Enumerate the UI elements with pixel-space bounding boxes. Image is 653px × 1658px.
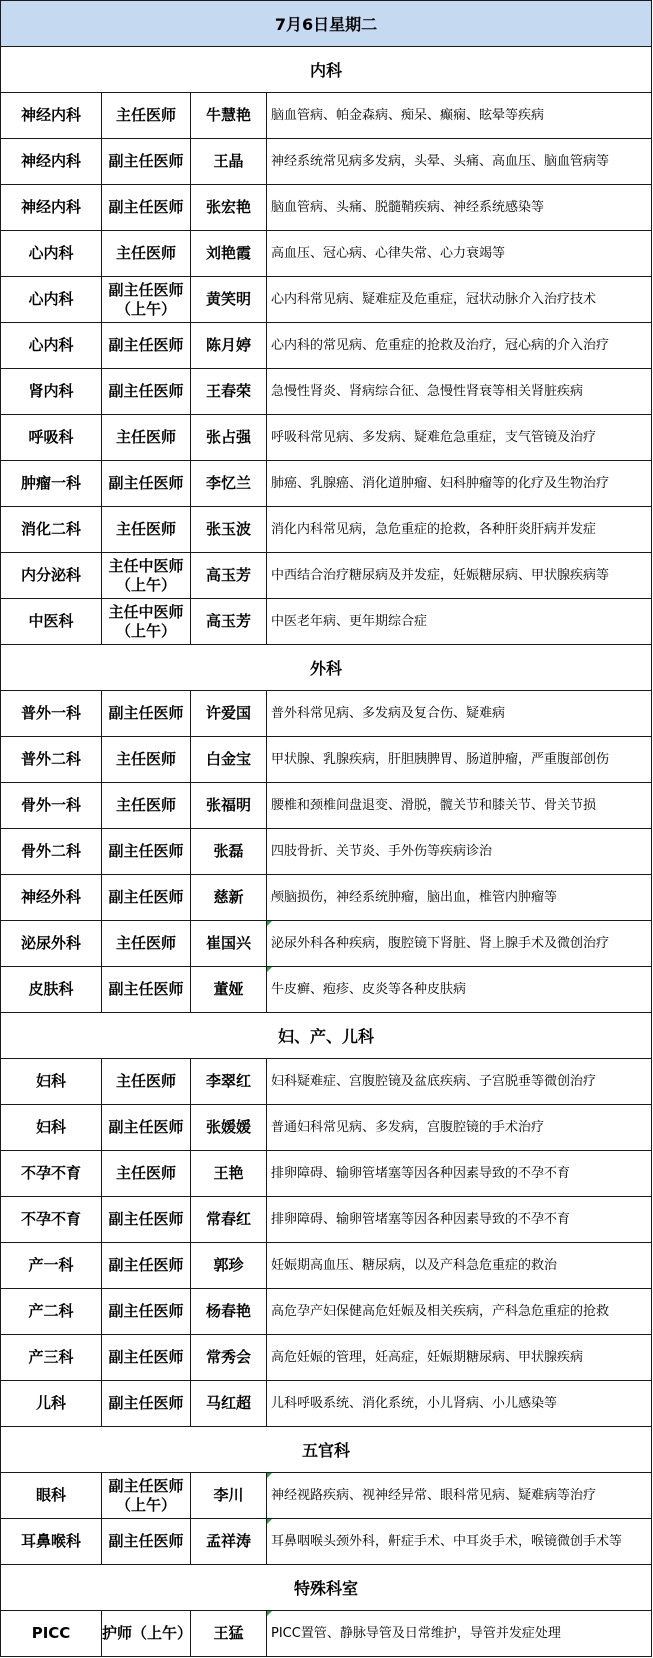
doctor-name-cell bbox=[191, 277, 267, 323]
table-row bbox=[1, 1243, 652, 1289]
doctor-title-cell bbox=[102, 461, 191, 507]
specialty-text: 心内科常见病、疑难症及危重症，冠状动脉介入治疗技术 bbox=[271, 291, 597, 307]
schedule-body bbox=[1, 1, 652, 1657]
doctor-name-text: 王晶 bbox=[213, 152, 244, 170]
doctor-title-cell bbox=[102, 829, 191, 875]
specialty-text: 普通妇科常见病、多发病，宫腹腔镜的手术治疗 bbox=[271, 1119, 545, 1135]
doctor-name-cell bbox=[191, 1151, 267, 1197]
specialty-text: 神经系统常见病多发病，头晕、头痛、高血压、脑血管病等 bbox=[271, 153, 610, 169]
specialty-text: 脑血管病、帕金森病、痴呆、癫痫、眩晕等疾病 bbox=[271, 107, 545, 123]
doctor-title-cell bbox=[102, 1519, 191, 1565]
specialty-text: 消化内科常见病，急危重症的抢救，各种肝炎肝病并发症 bbox=[271, 521, 597, 537]
department-text: 不孕不育 bbox=[20, 1210, 81, 1228]
specialty-cell bbox=[267, 1289, 652, 1335]
doctor-name-cell bbox=[191, 691, 267, 737]
specialty-text: 呼吸科常见病、多发病、疑难危急重症，支气管镜及治疗 bbox=[271, 429, 597, 445]
department-text: 内分泌科 bbox=[20, 566, 81, 584]
section-header-row bbox=[1, 1427, 652, 1473]
department-text: 肾内科 bbox=[28, 382, 74, 400]
doctor-title-cell bbox=[102, 1381, 191, 1427]
doctor-name-text: 张占强 bbox=[205, 428, 251, 446]
doctor-title-cell bbox=[102, 185, 191, 231]
department-cell bbox=[1, 921, 102, 967]
doctor-name-cell bbox=[191, 1519, 267, 1565]
doctor-title-cell bbox=[102, 231, 191, 277]
comment-marker-icon bbox=[267, 1473, 272, 1478]
specialty-text: 高危妊娠的管理，妊高症，妊娠期糖尿病、甲状腺疾病 bbox=[271, 1349, 584, 1365]
department-text: 产二科 bbox=[28, 1302, 74, 1320]
specialty-cell bbox=[267, 1151, 652, 1197]
department-text: 皮肤科 bbox=[28, 980, 74, 998]
table-row bbox=[1, 691, 652, 737]
specialty-text: 高血压、冠心病、心律失常、心力衰竭等 bbox=[271, 245, 506, 261]
doctor-title-cell bbox=[102, 415, 191, 461]
department-cell bbox=[1, 507, 102, 553]
doctor-title-cell bbox=[102, 1059, 191, 1105]
section-header-row bbox=[1, 47, 652, 93]
doctor-name-cell bbox=[191, 1473, 267, 1519]
doctor-title-cell bbox=[102, 1335, 191, 1381]
department-cell bbox=[1, 1243, 102, 1289]
doctor-name-text: 黄笑明 bbox=[205, 290, 251, 308]
specialty-text: 脑血管病、头痛、脱髓鞘疾病、神经系统感染等 bbox=[271, 199, 545, 215]
department-text: 产三科 bbox=[28, 1348, 74, 1366]
doctor-name-cell bbox=[191, 1289, 267, 1335]
department-cell bbox=[1, 185, 102, 231]
department-cell bbox=[1, 1611, 102, 1657]
doctor-name-text: 陈月婷 bbox=[205, 336, 251, 354]
specialty-cell bbox=[267, 829, 652, 875]
specialty-text: 四肢骨折、关节炎、手外伤等疾病诊治 bbox=[271, 843, 493, 859]
doctor-title-cell bbox=[102, 1151, 191, 1197]
table-row bbox=[1, 737, 652, 783]
doctor-name-text: 张媛媛 bbox=[205, 1118, 251, 1136]
table-row bbox=[1, 1197, 652, 1243]
doctor-title-cell bbox=[102, 507, 191, 553]
department-text: 心内科 bbox=[28, 244, 74, 262]
department-text: 神经外科 bbox=[20, 888, 81, 906]
department-cell bbox=[1, 369, 102, 415]
doctor-title-text: 副主任医师 bbox=[108, 198, 184, 216]
doctor-title-cell bbox=[102, 93, 191, 139]
doctor-name-cell bbox=[191, 921, 267, 967]
specialty-text: 急慢性肾炎、肾病综合征、急慢性肾衰等相关肾脏疾病 bbox=[271, 383, 584, 399]
specialty-text: 妇科疑难症、宫腹腔镜及盆底疾病、子宫脱垂等微创治疗 bbox=[271, 1073, 597, 1089]
table-row bbox=[1, 1289, 652, 1335]
doctor-title-cell bbox=[102, 783, 191, 829]
doctor-name-text: 张磊 bbox=[213, 842, 244, 860]
specialty-cell bbox=[267, 1243, 652, 1289]
specialty-text: 排卵障碍、输卵管堵塞等因各种因素导致的不孕不育 bbox=[271, 1165, 571, 1181]
comment-marker-icon bbox=[267, 967, 272, 972]
table-row bbox=[1, 461, 652, 507]
doctor-title-text: 主任医师 bbox=[115, 1072, 176, 1090]
doctor-name-text: 崔国兴 bbox=[205, 934, 251, 952]
specialty-cell bbox=[267, 1473, 652, 1519]
department-text: 神经内科 bbox=[20, 152, 81, 170]
doctor-title-cell bbox=[102, 139, 191, 185]
doctor-name-cell bbox=[191, 369, 267, 415]
doctor-title-text: 主任医师 bbox=[115, 520, 176, 538]
doctor-title-text: 副主任医师 bbox=[108, 980, 184, 998]
department-cell bbox=[1, 829, 102, 875]
specialty-text: 腰椎和颈椎间盘退变、滑脱，髋关节和膝关节、骨关节损 bbox=[271, 797, 597, 813]
doctor-title-text: 副主任医师 bbox=[108, 1210, 184, 1228]
department-text: 普外一科 bbox=[20, 704, 81, 722]
doctor-name-cell bbox=[191, 1105, 267, 1151]
specialty-cell bbox=[267, 1381, 652, 1427]
doctor-title-cell bbox=[102, 921, 191, 967]
specialty-cell bbox=[267, 737, 652, 783]
comment-marker-icon bbox=[267, 921, 272, 926]
doctor-title-text: 副主任医师（上午） bbox=[108, 1476, 184, 1514]
department-cell bbox=[1, 875, 102, 921]
department-cell bbox=[1, 1473, 102, 1519]
doctor-name-text: 刘艳霞 bbox=[205, 244, 251, 262]
doctor-name-text: 慈新 bbox=[213, 888, 244, 906]
table-row bbox=[1, 1151, 652, 1197]
department-text: 骨外一科 bbox=[20, 796, 81, 814]
table-row bbox=[1, 185, 652, 231]
specialty-cell bbox=[267, 875, 652, 921]
specialty-cell bbox=[267, 1611, 652, 1657]
doctor-title-text: 副主任医师 bbox=[108, 1302, 184, 1320]
specialty-cell bbox=[267, 967, 652, 1013]
doctor-title-text: 主任医师 bbox=[115, 106, 176, 124]
doctor-title-text: 副主任医师 bbox=[108, 1394, 184, 1412]
doctor-title-text: 副主任医师 bbox=[108, 1256, 184, 1274]
department-text: 神经内科 bbox=[20, 106, 81, 124]
specialty-text: 颅脑损伤，神经系统肿瘤，脑出血，椎管内肿瘤等 bbox=[271, 889, 558, 905]
section-title: 妇、产、儿科 bbox=[1, 1013, 652, 1059]
specialty-text: 神经视路疾病、视神经异常、眼科常见病、疑难病等治疗 bbox=[271, 1487, 597, 1503]
page-title: 7月6日星期二 bbox=[1, 1, 652, 47]
specialty-text: 高危孕产妇保健高危妊娠及相关疾病，产科急危重症的抢救 bbox=[271, 1303, 610, 1319]
department-cell bbox=[1, 93, 102, 139]
specialty-cell bbox=[267, 1519, 652, 1565]
comment-marker-icon bbox=[267, 1611, 272, 1616]
table-row bbox=[1, 1335, 652, 1381]
department-cell bbox=[1, 231, 102, 277]
doctor-name-cell bbox=[191, 1197, 267, 1243]
doctor-name-text: 张玉波 bbox=[205, 520, 251, 538]
doctor-title-cell bbox=[102, 737, 191, 783]
doctor-name-cell bbox=[191, 139, 267, 185]
specialty-text: 甲状腺、乳腺疾病，肝胆胰脾胃、肠道肿瘤，严重腹部创伤 bbox=[271, 751, 610, 767]
department-cell bbox=[1, 1335, 102, 1381]
section-title: 外科 bbox=[1, 645, 652, 691]
department-text: PICC bbox=[31, 1624, 71, 1642]
doctor-name-cell bbox=[191, 1243, 267, 1289]
department-text: 心内科 bbox=[28, 290, 74, 308]
department-text: 耳鼻喉科 bbox=[20, 1532, 81, 1550]
department-cell bbox=[1, 1059, 102, 1105]
doctor-name-cell bbox=[191, 1059, 267, 1105]
table-row bbox=[1, 277, 652, 323]
comment-marker-icon bbox=[267, 1519, 272, 1524]
doctor-title-cell bbox=[102, 553, 191, 599]
table-row bbox=[1, 921, 652, 967]
department-text: 呼吸科 bbox=[28, 428, 74, 446]
specialty-cell bbox=[267, 599, 652, 645]
doctor-name-text: 李川 bbox=[213, 1486, 244, 1504]
table-row bbox=[1, 139, 652, 185]
doctor-name-cell bbox=[191, 185, 267, 231]
specialty-cell bbox=[267, 93, 652, 139]
department-text: 眼科 bbox=[35, 1486, 66, 1504]
specialty-text: 耳鼻咽喉头颈外科，鼾症手术、中耳炎手术，喉镜微创手术等 bbox=[271, 1533, 623, 1549]
doctor-title-text: 主任医师 bbox=[115, 244, 176, 262]
doctor-name-cell bbox=[191, 1335, 267, 1381]
doctor-name-text: 李翠红 bbox=[205, 1072, 251, 1090]
doctor-name-cell bbox=[191, 1381, 267, 1427]
doctor-name-cell bbox=[191, 599, 267, 645]
specialty-cell bbox=[267, 507, 652, 553]
specialty-text: 排卵障碍、输卵管堵塞等因各种因素导致的不孕不育 bbox=[271, 1211, 571, 1227]
section-title: 五官科 bbox=[1, 1427, 652, 1473]
department-cell bbox=[1, 1381, 102, 1427]
doctor-name-cell bbox=[191, 461, 267, 507]
doctor-name-text: 王艳 bbox=[213, 1164, 244, 1182]
table-row bbox=[1, 967, 652, 1013]
department-cell bbox=[1, 1105, 102, 1151]
department-text: 不孕不育 bbox=[20, 1164, 81, 1182]
doctor-title-cell bbox=[102, 1473, 191, 1519]
table-row bbox=[1, 553, 652, 599]
doctor-name-cell bbox=[191, 231, 267, 277]
doctor-title-cell bbox=[102, 691, 191, 737]
specialty-cell bbox=[267, 415, 652, 461]
doctor-name-cell bbox=[191, 507, 267, 553]
specialty-text: 普外科常见病、多发病及复合伤、疑难病 bbox=[271, 705, 506, 721]
doctor-title-cell bbox=[102, 1611, 191, 1657]
department-text: 肿瘤一科 bbox=[20, 474, 81, 492]
department-text: 产一科 bbox=[28, 1256, 74, 1274]
doctor-title-cell bbox=[102, 277, 191, 323]
section-header-row bbox=[1, 1013, 652, 1059]
section-title: 特殊科室 bbox=[1, 1565, 652, 1611]
table-row bbox=[1, 1059, 652, 1105]
department-text: 普外二科 bbox=[20, 750, 81, 768]
specialty-cell bbox=[267, 323, 652, 369]
doctor-title-text: 副主任医师（上午） bbox=[108, 280, 184, 318]
doctor-name-text: 李忆兰 bbox=[205, 474, 251, 492]
specialty-cell bbox=[267, 553, 652, 599]
doctor-name-text: 常秀会 bbox=[205, 1348, 251, 1366]
doctor-title-text: 副主任医师 bbox=[108, 842, 184, 860]
doctor-title-cell bbox=[102, 1289, 191, 1335]
department-text: 儿科 bbox=[35, 1394, 66, 1412]
specialty-cell bbox=[267, 139, 652, 185]
doctor-name-text: 牛慧艳 bbox=[205, 106, 251, 124]
specialty-text: 心内科的常见病、危重症的抢救及治疗，冠心病的介入治疗 bbox=[271, 337, 610, 353]
department-cell bbox=[1, 415, 102, 461]
department-cell bbox=[1, 599, 102, 645]
specialty-cell bbox=[267, 691, 652, 737]
doctor-title-cell bbox=[102, 967, 191, 1013]
doctor-title-text: 副主任医师 bbox=[108, 336, 184, 354]
department-text: 泌尿外科 bbox=[20, 934, 81, 952]
department-cell bbox=[1, 1519, 102, 1565]
specialty-cell bbox=[267, 783, 652, 829]
department-cell bbox=[1, 323, 102, 369]
department-cell bbox=[1, 553, 102, 599]
doctor-title-text: 主任医师 bbox=[115, 934, 176, 952]
specialty-text: PICC置管、静脉导管及日常维护，导管并发症处理 bbox=[271, 1625, 561, 1641]
doctor-title-text: 护师（上午） bbox=[102, 1624, 193, 1642]
specialty-cell bbox=[267, 1059, 652, 1105]
department-text: 骨外二科 bbox=[20, 842, 81, 860]
specialty-cell bbox=[267, 277, 652, 323]
doctor-title-text: 主任医师 bbox=[115, 796, 176, 814]
department-text: 妇科 bbox=[35, 1118, 66, 1136]
specialty-text: 肺癌、乳腺癌、消化道肿瘤、妇科肿瘤等的化疗及生物治疗 bbox=[271, 475, 610, 491]
table-row bbox=[1, 1519, 652, 1565]
doctor-name-text: 张宏艳 bbox=[205, 198, 251, 216]
doctor-name-text: 许爱国 bbox=[205, 704, 251, 722]
table-row bbox=[1, 875, 652, 921]
specialty-text: 中医老年病、更年期综合症 bbox=[271, 613, 428, 629]
department-cell bbox=[1, 1289, 102, 1335]
doctor-name-cell bbox=[191, 553, 267, 599]
title-row bbox=[1, 1, 652, 47]
doctor-name-text: 王猛 bbox=[213, 1624, 244, 1642]
specialty-cell bbox=[267, 1197, 652, 1243]
doctor-name-cell bbox=[191, 875, 267, 921]
specialty-cell bbox=[267, 369, 652, 415]
doctor-title-cell bbox=[102, 599, 191, 645]
specialty-cell bbox=[267, 185, 652, 231]
table-row bbox=[1, 507, 652, 553]
table-row bbox=[1, 829, 652, 875]
specialty-cell bbox=[267, 231, 652, 277]
table-row bbox=[1, 1473, 652, 1519]
table-row bbox=[1, 599, 652, 645]
department-cell bbox=[1, 691, 102, 737]
doctor-title-cell bbox=[102, 1243, 191, 1289]
table-row bbox=[1, 231, 652, 277]
doctor-name-cell bbox=[191, 967, 267, 1013]
department-text: 消化二科 bbox=[20, 520, 81, 538]
doctor-name-cell bbox=[191, 323, 267, 369]
doctor-title-text: 副主任医师 bbox=[108, 152, 184, 170]
specialty-text: 妊娠期高血压、糖尿病，以及产科急危重症的救治 bbox=[271, 1257, 558, 1273]
specialty-text: 牛皮癣、疱疹、皮炎等各种皮肤病 bbox=[271, 981, 467, 997]
specialty-cell bbox=[267, 1335, 652, 1381]
department-cell bbox=[1, 737, 102, 783]
specialty-text: 中西结合治疗糖尿病及并发症，妊娠糖尿病、甲状腺疾病等 bbox=[271, 567, 610, 583]
section-title: 内科 bbox=[1, 47, 652, 93]
doctor-title-cell bbox=[102, 323, 191, 369]
department-cell bbox=[1, 139, 102, 185]
doctor-name-text: 孟祥涛 bbox=[205, 1532, 251, 1550]
doctor-title-text: 主任中医师（上午） bbox=[108, 602, 184, 640]
doctor-name-text: 王春荣 bbox=[205, 382, 251, 400]
department-text: 心内科 bbox=[28, 336, 74, 354]
department-cell bbox=[1, 277, 102, 323]
table-row bbox=[1, 1381, 652, 1427]
doctor-name-text: 常春红 bbox=[205, 1210, 251, 1228]
department-cell bbox=[1, 1151, 102, 1197]
department-cell bbox=[1, 783, 102, 829]
doctor-name-text: 白金宝 bbox=[205, 750, 251, 768]
table-row bbox=[1, 369, 652, 415]
department-cell bbox=[1, 967, 102, 1013]
table-row bbox=[1, 1611, 652, 1657]
specialty-text: 儿科呼吸系统、消化系统，小儿肾病、小儿感染等 bbox=[271, 1395, 558, 1411]
doctor-title-text: 主任医师 bbox=[115, 750, 176, 768]
doctor-name-text: 高玉芳 bbox=[205, 566, 251, 584]
specialty-cell bbox=[267, 461, 652, 507]
doctor-title-text: 主任医师 bbox=[115, 428, 176, 446]
specialty-text: 泌尿外科各种疾病，腹腔镜下肾脏、肾上腺手术及微创治疗 bbox=[271, 935, 610, 951]
table-row bbox=[1, 783, 652, 829]
doctor-title-cell bbox=[102, 1105, 191, 1151]
table-row bbox=[1, 93, 652, 139]
doctor-name-text: 张福明 bbox=[205, 796, 251, 814]
doctor-title-text: 副主任医师 bbox=[108, 1348, 184, 1366]
table-row bbox=[1, 415, 652, 461]
table-row bbox=[1, 323, 652, 369]
section-header-row bbox=[1, 645, 652, 691]
doctor-title-text: 副主任医师 bbox=[108, 704, 184, 722]
doctor-name-cell bbox=[191, 93, 267, 139]
department-text: 神经内科 bbox=[20, 198, 81, 216]
table-row bbox=[1, 1105, 652, 1151]
doctor-name-text: 郭珍 bbox=[213, 1256, 244, 1274]
doctor-title-cell bbox=[102, 1197, 191, 1243]
department-text: 中医科 bbox=[28, 612, 74, 630]
doctor-title-text: 副主任医师 bbox=[108, 1532, 184, 1550]
doctor-name-cell bbox=[191, 1611, 267, 1657]
doctor-name-text: 高玉芳 bbox=[205, 612, 251, 630]
doctor-title-text: 副主任医师 bbox=[108, 888, 184, 906]
doctor-name-text: 马红超 bbox=[205, 1394, 251, 1412]
doctor-title-text: 主任医师 bbox=[115, 1164, 176, 1182]
doctor-name-cell bbox=[191, 783, 267, 829]
doctor-title-text: 副主任医师 bbox=[108, 474, 184, 492]
specialty-cell bbox=[267, 1105, 652, 1151]
doctor-title-cell bbox=[102, 369, 191, 415]
doctor-title-text: 副主任医师 bbox=[108, 382, 184, 400]
doctor-name-cell bbox=[191, 737, 267, 783]
doctor-title-cell bbox=[102, 875, 191, 921]
department-text: 妇科 bbox=[35, 1072, 66, 1090]
specialty-cell bbox=[267, 921, 652, 967]
doctor-title-text: 主任中医师（上午） bbox=[108, 556, 184, 594]
doctor-name-text: 董娅 bbox=[213, 980, 244, 998]
doctor-name-text: 杨春艳 bbox=[205, 1302, 251, 1320]
doctor-title-text: 副主任医师 bbox=[108, 1118, 184, 1136]
department-cell bbox=[1, 1197, 102, 1243]
section-header-row bbox=[1, 1565, 652, 1611]
department-cell bbox=[1, 461, 102, 507]
doctor-name-cell bbox=[191, 829, 267, 875]
doctor-name-cell bbox=[191, 415, 267, 461]
